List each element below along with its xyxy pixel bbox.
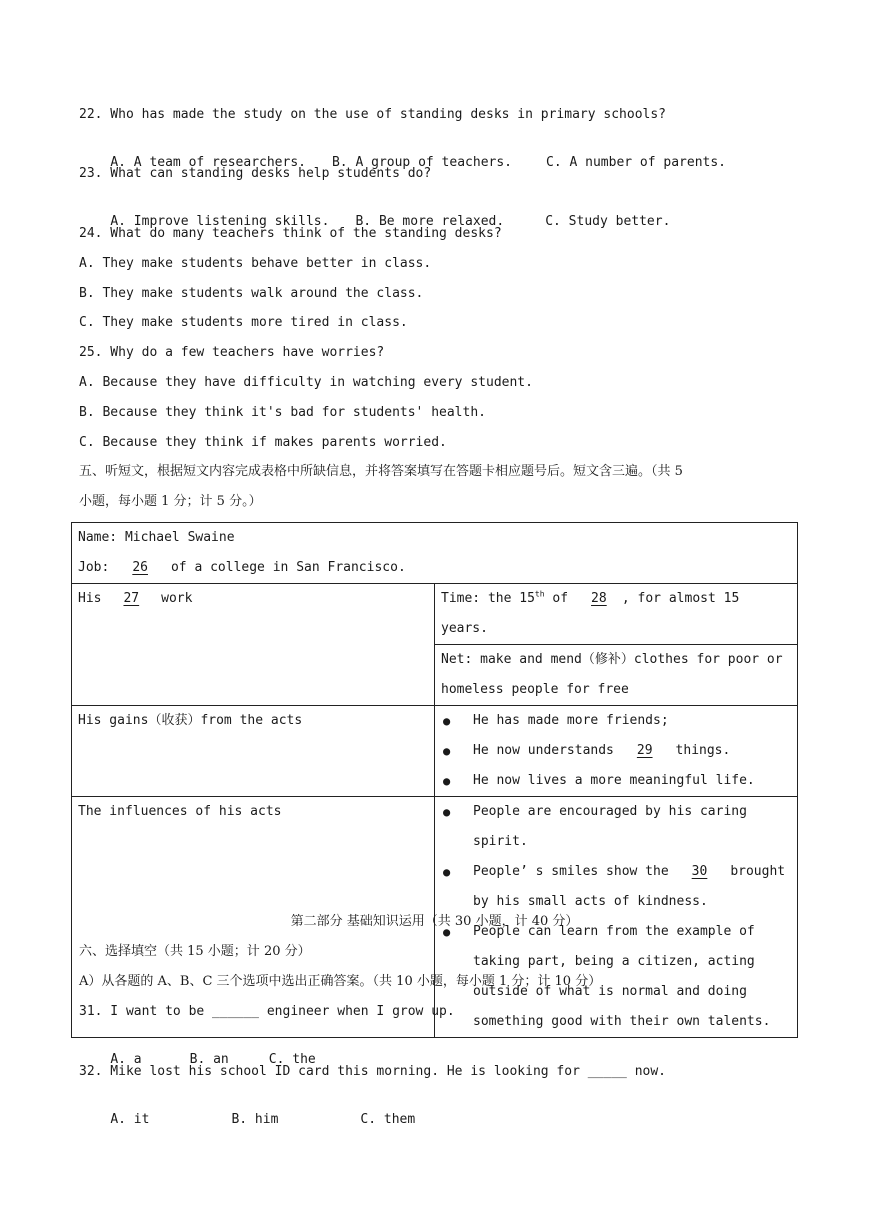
answer-blank-28[interactable]: 28 — [591, 591, 607, 606]
bullet-icon: ● — [443, 714, 451, 728]
question-options — [79, 1093, 415, 1147]
option: B. an — [189, 1052, 229, 1067]
option: A. They make students behave better in class. — [79, 256, 432, 271]
option: B. him — [231, 1112, 279, 1127]
option: A. a — [110, 1052, 142, 1067]
option: C. them — [360, 1112, 416, 1127]
option: C. A number of parents. — [546, 155, 727, 170]
option: C. Because they think if makes parents worried. — [79, 435, 447, 450]
influences-label-cell: The influences of his acts — [72, 797, 435, 1038]
option: B. A group of teachers. — [331, 155, 512, 170]
option: B. Because they think it's bad for students' health. — [79, 405, 486, 420]
part-title: 第二部分 基础知识运用（共 30 小题，计 40 分） — [290, 914, 579, 929]
option: C. Study better. — [545, 214, 671, 229]
bullet-icon: ● — [443, 774, 451, 788]
option: A. Improve listening skills. — [110, 214, 330, 229]
section-instruction: 小题，每小题 1 分；计 5 分。） — [79, 494, 262, 509]
section-heading: 六、选择填空（共 15 小题；计 20 分） — [79, 944, 311, 959]
answer-blank-29[interactable]: 29 — [636, 743, 653, 758]
job-line: Job: 26 of a college in San Francisco. — [78, 553, 791, 583]
section-instruction: 五、听短文，根据短文内容完成表格中所缺信息，并将答案填写在答题卡相应题号后。短文含三遍。（共 5 — [79, 464, 683, 479]
bullet-icon: ● — [443, 805, 451, 819]
list-item: ● He now lives a more meaningful life. — [441, 766, 791, 796]
answer-blank-30[interactable]: 30 — [691, 864, 708, 879]
answer-blank-26[interactable]: 26 — [132, 560, 148, 575]
list-item: ● People’ s smiles show the 30 brought by his small acts of kindness. — [441, 857, 791, 917]
gains-cell — [435, 706, 798, 797]
net-cell: Net: make and mend（修补）clothes for poor or homeless people for free — [435, 645, 798, 706]
option: A. A team of researchers. — [110, 155, 306, 170]
question-stem: 22. Who has made the study on the use of standing desks in primary schools? — [79, 107, 666, 122]
option: A. it — [110, 1112, 150, 1127]
bullet-icon: ● — [443, 925, 451, 939]
option: B. They make students walk around the class. — [79, 286, 424, 301]
list-item: ● People are encouraged by his caring spirit. — [441, 797, 791, 857]
option: B. Be more relaxed. — [355, 214, 505, 229]
list-item: ● He now understands 29 things. — [441, 736, 791, 766]
question-stem: 24. What do many teachers think of the standing desks? — [79, 226, 502, 241]
bullet-icon: ● — [443, 744, 451, 758]
gains-label-cell: His gains（收获）from the acts — [72, 706, 435, 797]
bullet-icon: ● — [443, 865, 451, 879]
time-cell: Time: the 15th of 28 , for almost 15 years. — [435, 584, 798, 645]
name-job-cell — [72, 523, 798, 584]
answer-blank-27[interactable]: 27 — [123, 591, 140, 606]
option: C. They make students more tired in class. — [79, 315, 408, 330]
option: A. Because they have difficulty in watching every student. — [79, 375, 533, 390]
question-stem: 25. Why do a few teachers have worries? — [79, 345, 385, 360]
section-instruction: A）从各题的 A、B、C 三个选项中选出正确答案。（共 10 小题，每小题 1 分；计 10 分） — [79, 974, 602, 989]
list-item: ● People can learn from the example of taking part, being a citizen, acting outside of what is normal and doing something good with their own talents. — [441, 917, 791, 1037]
question-stem: 23. What can standing desks help students do? — [79, 166, 432, 181]
list-item: ● He has made more friends; — [441, 706, 791, 736]
option: C. the — [268, 1052, 316, 1067]
question-stem: 32. Mike lost his school ID card this morning. He is looking for _____ now. — [79, 1064, 666, 1079]
name-line: Name: Michael Swaine — [78, 530, 235, 545]
question-stem: 31. I want to be ______ engineer when I grow up. — [79, 1004, 455, 1019]
work-label-cell: His 27 work — [72, 584, 435, 706]
